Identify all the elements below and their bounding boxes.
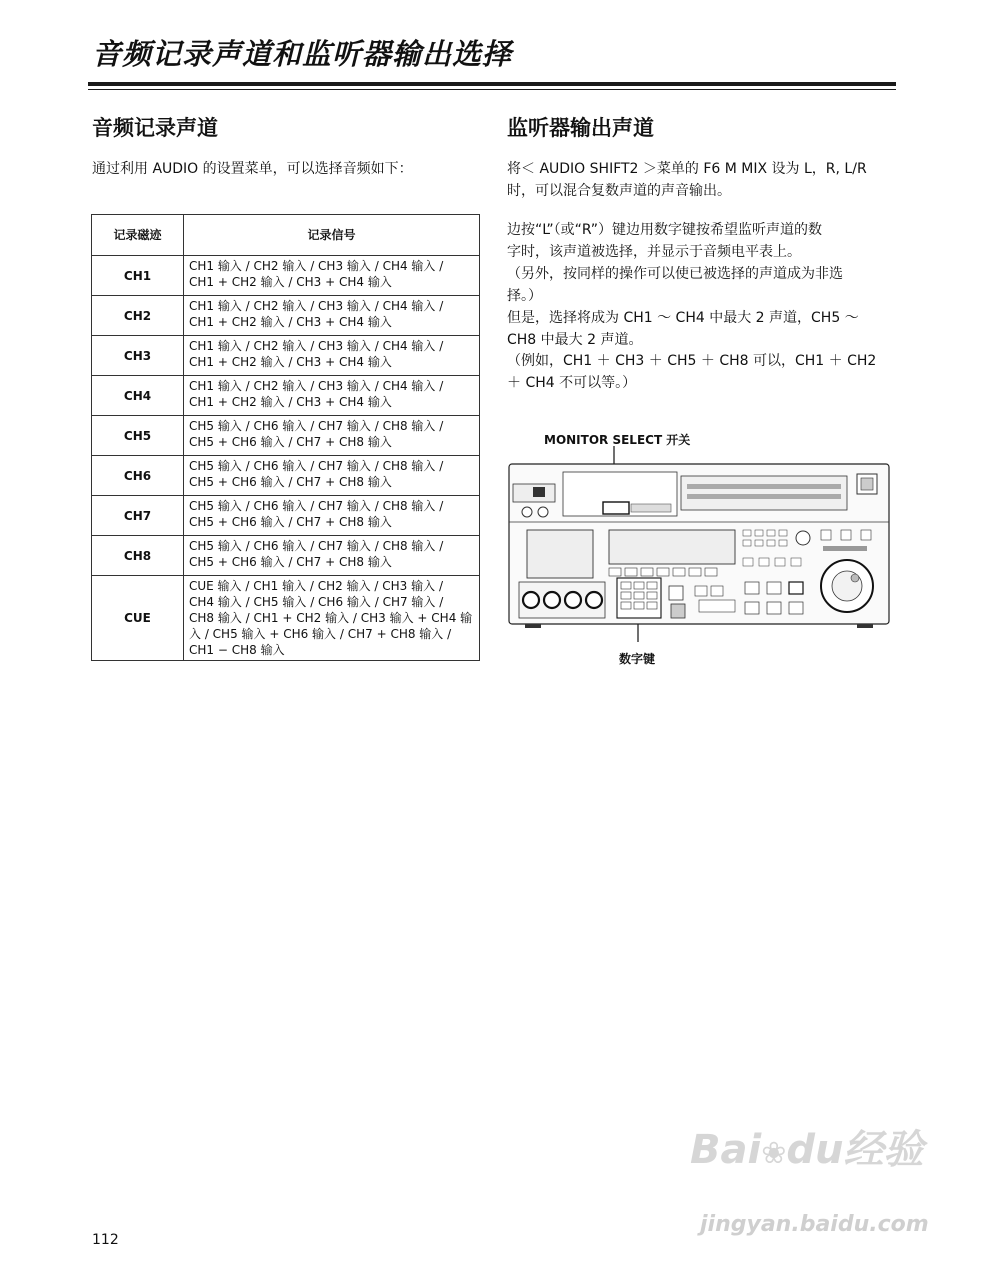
- signal-cell: [184, 456, 480, 496]
- track-cell: CUE: [92, 576, 184, 661]
- text-line: 字时，该声道被选择，并显示于音频电平表上。: [507, 244, 801, 260]
- track-cell: CH5: [92, 416, 184, 456]
- signal-line: CUE 输入 / CH1 输入 / CH2 输入 / CH3 输入 /: [189, 579, 443, 593]
- signal-cell: [184, 496, 480, 536]
- page-title: 音频记录声道和监听器输出选择: [92, 37, 513, 71]
- monitor-paragraph-5: [507, 350, 899, 394]
- text-line: 择。）: [507, 288, 542, 304]
- watermark-url: jingyan.baidu.com: [700, 1212, 929, 1237]
- signal-cell: [184, 256, 480, 296]
- table-row: [92, 376, 480, 416]
- signal-line: CH5 + CH6 输入 / CH7 + CH8 输入: [189, 555, 392, 569]
- paw-icon: ❀: [761, 1136, 787, 1171]
- signal-line: CH5 + CH6 输入 / CH7 + CH8 输入: [189, 515, 392, 529]
- signal-line: CH1 输入 / CH2 输入 / CH3 输入 / CH4 输入 /: [189, 259, 444, 273]
- monitor-paragraph-3: [507, 263, 899, 307]
- table-row: [92, 296, 480, 336]
- signal-line: CH5 + CH6 输入 / CH7 + CH8 输入: [189, 435, 392, 449]
- signal-line: CH5 输入 / CH6 输入 / CH7 输入 / CH8 输入 /: [189, 419, 444, 433]
- text-line: 边按“L”（或“R”）键边用数字键按希望监听声道的数: [507, 222, 822, 238]
- title-rule-thin: [88, 89, 896, 90]
- recording-channels-heading: 音频记录声道: [92, 116, 218, 140]
- track-cell: CH8: [92, 536, 184, 576]
- table-row: [92, 456, 480, 496]
- signal-cell: [184, 336, 480, 376]
- signal-cell: [184, 376, 480, 416]
- signal-line: CH1 − CH8 输入: [189, 643, 285, 657]
- text-line: 但是，选择将成为 CH1 〜 CH4 中最大 2 声道，CH5 〜: [507, 310, 859, 326]
- signal-line: CH5 输入 / CH6 输入 / CH7 输入 / CH8 输入 /: [189, 499, 444, 513]
- signal-cell: [184, 576, 480, 661]
- signal-line: CH1 + CH2 输入 / CH3 + CH4 输入: [189, 355, 392, 369]
- signal-line: CH5 + CH6 输入 / CH7 + CH8 输入: [189, 475, 392, 489]
- table-row: [92, 256, 480, 296]
- text-line: （另外，按同样的操作可以使已被选择的声道成为非选: [507, 266, 843, 282]
- watermark-brand-c: 经验: [843, 1127, 924, 1173]
- numeric-keys-label: 数字键: [619, 652, 656, 666]
- table-row: [92, 416, 480, 456]
- text-line: 时，可以混合复数声道的声音输出。: [507, 183, 731, 199]
- track-cell: CH6: [92, 456, 184, 496]
- track-cell: CH1: [92, 256, 184, 296]
- signal-line: CH8 输入 / CH1 + CH2 输入 / CH3 输入 + CH4 输: [189, 611, 473, 625]
- recording-channel-table: [91, 214, 480, 661]
- table-row: [92, 576, 480, 661]
- header-signal: 记录信号: [184, 215, 480, 256]
- table-row: [92, 536, 480, 576]
- vtr-front-panel-illustration: [505, 440, 895, 650]
- track-cell: CH2: [92, 296, 184, 336]
- text-line: ＋ CH4 不可以等。）: [507, 375, 637, 391]
- signal-cell: [184, 296, 480, 336]
- text-line: 将＜ AUDIO SHIFT2 ＞菜单的 F6 M MIX 设为 L，R, L/R: [507, 161, 867, 177]
- baidu-watermark: [690, 1118, 923, 1175]
- track-cell: CH4: [92, 376, 184, 416]
- signal-line: CH1 输入 / CH2 输入 / CH3 输入 / CH4 输入 /: [189, 379, 444, 393]
- signal-line: CH1 + CH2 输入 / CH3 + CH4 输入: [189, 395, 392, 409]
- text-line: （例如，CH1 ＋ CH3 ＋ CH5 ＋ CH8 可以，CH1 ＋ CH2: [507, 353, 877, 369]
- track-cell: CH7: [92, 496, 184, 536]
- signal-cell: [184, 416, 480, 456]
- signal-cell: [184, 536, 480, 576]
- table-row: [92, 496, 480, 536]
- table-row: [92, 336, 480, 376]
- title-rule: [88, 82, 896, 86]
- monitor-output-heading: 监听器输出声道: [507, 116, 654, 140]
- monitor-paragraph-1: [507, 158, 899, 202]
- signal-line: CH1 + CH2 输入 / CH3 + CH4 输入: [189, 275, 392, 289]
- header-track: 记录磁迹: [92, 215, 184, 256]
- monitor-paragraph-4: [507, 307, 899, 351]
- signal-line: CH5 输入 / CH6 输入 / CH7 输入 / CH8 输入 /: [189, 459, 444, 473]
- page-number: 112: [92, 1232, 119, 1248]
- signal-line: CH5 输入 / CH6 输入 / CH7 输入 / CH8 输入 /: [189, 539, 444, 553]
- signal-line: 入 / CH5 输入 + CH6 输入 / CH7 + CH8 输入 /: [189, 627, 452, 641]
- signal-line: CH1 输入 / CH2 输入 / CH3 输入 / CH4 输入 /: [189, 299, 444, 313]
- watermark-brand-a: Bai: [690, 1127, 762, 1173]
- signal-line: CH1 输入 / CH2 输入 / CH3 输入 / CH4 输入 /: [189, 339, 444, 353]
- monitor-paragraph-2: [507, 219, 899, 263]
- signal-line: CH4 输入 / CH5 输入 / CH6 输入 / CH7 输入 /: [189, 595, 444, 609]
- monitor-select-label: MONITOR SELECT 开关: [544, 433, 691, 447]
- recording-intro: 通过利用 AUDIO 的设置菜单，可以选择音频如下：: [92, 161, 413, 177]
- track-cell: CH3: [92, 336, 184, 376]
- text-line: CH8 中最大 2 声道。: [507, 332, 643, 348]
- watermark-brand-b: du: [786, 1127, 844, 1173]
- signal-line: CH1 + CH2 输入 / CH3 + CH4 输入: [189, 315, 392, 329]
- table-header-row: [92, 215, 480, 256]
